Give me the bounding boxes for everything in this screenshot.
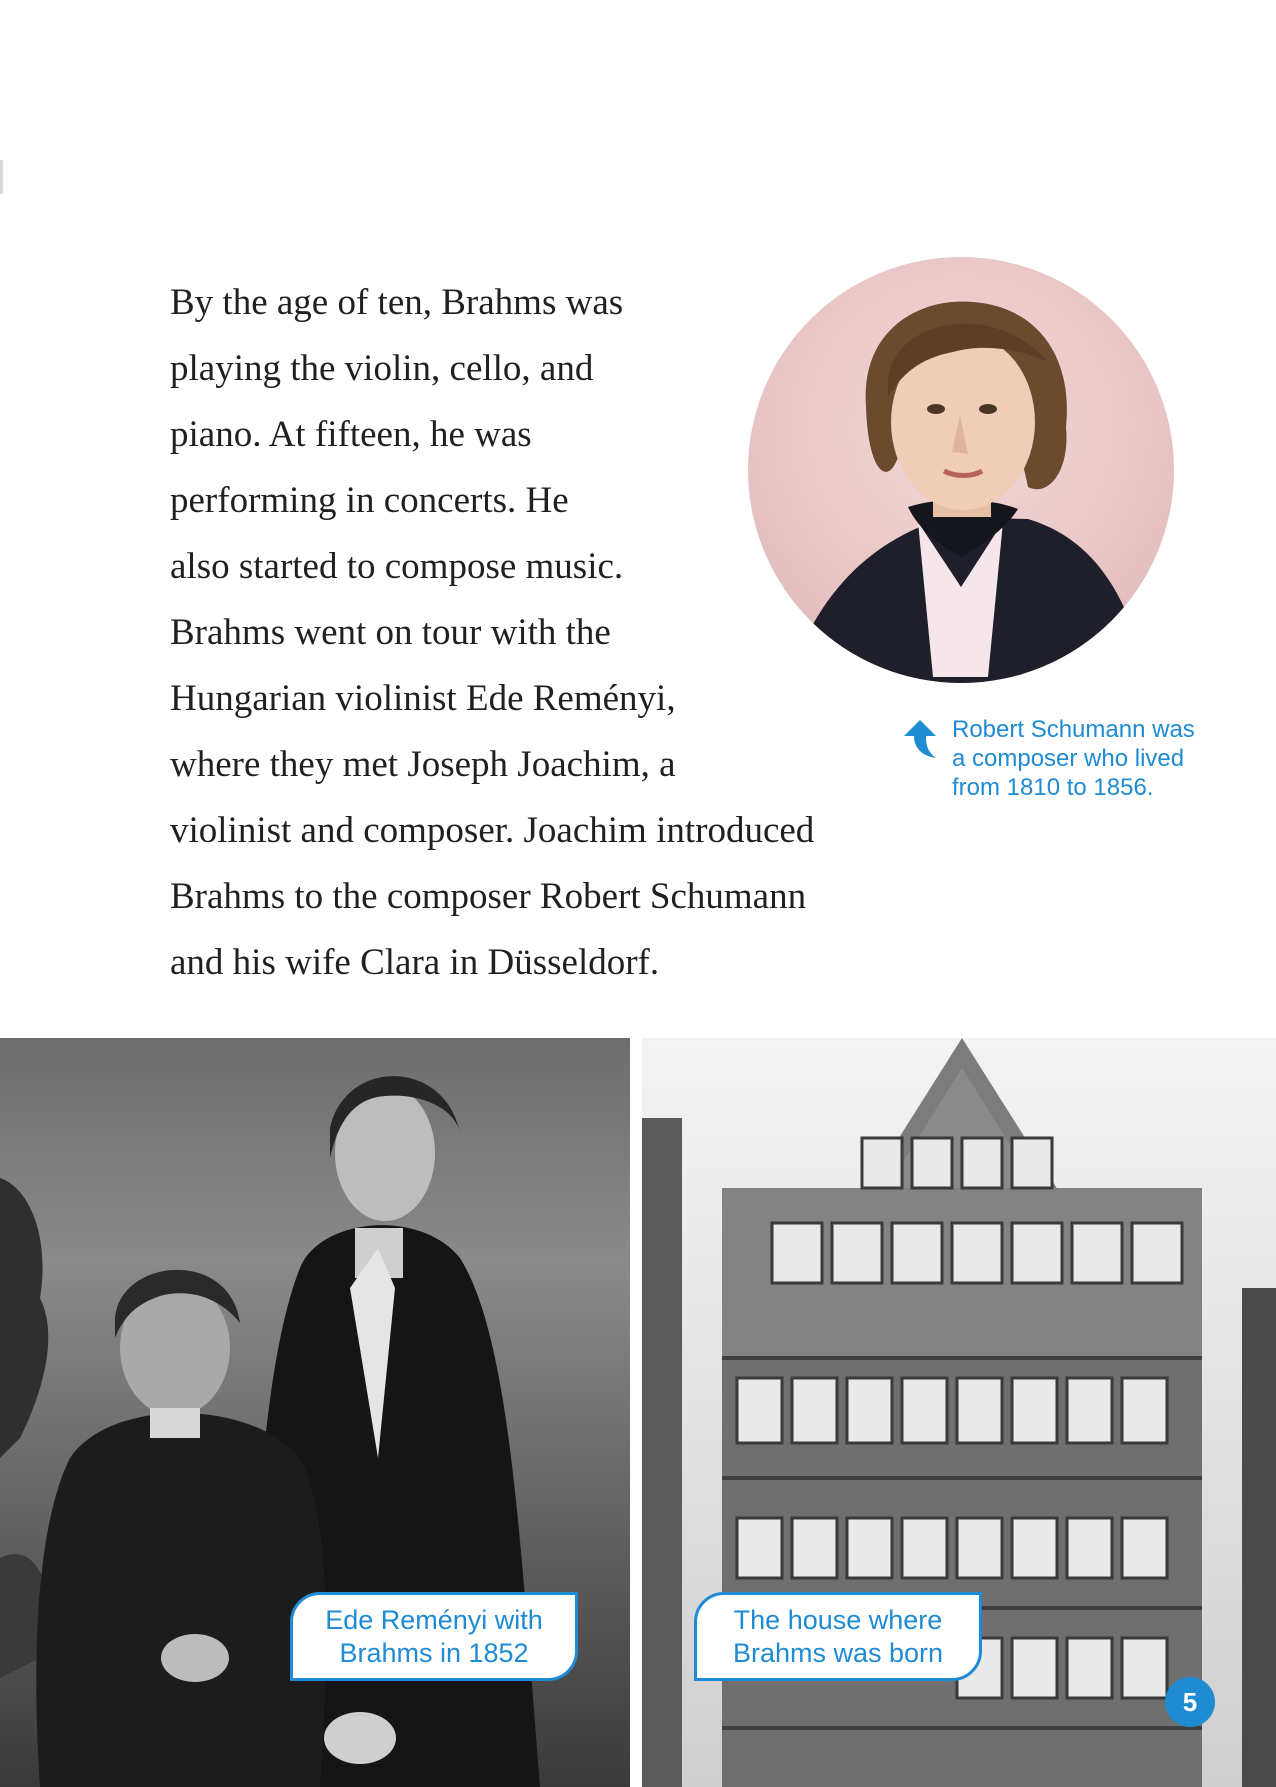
photo-caption-left <box>290 1592 578 1681</box>
arrow-up-icon <box>902 718 938 760</box>
body-line: violinist and composer. Joachim introduced <box>170 810 815 851</box>
photo-caption-line: Brahms was born <box>732 1638 944 1668</box>
body-line: Hungarian violinist Ede Reményi, <box>170 678 676 719</box>
portrait-caption <box>952 715 1252 802</box>
portrait-illustration <box>748 257 1174 683</box>
page-number-badge: 5 <box>1165 1677 1215 1727</box>
photo-caption-line: Ede Reményi with <box>325 1605 543 1635</box>
body-line: By the age of ten, Brahms was <box>170 282 624 323</box>
photo-caption-line: The house where <box>733 1605 943 1635</box>
body-line: performing in concerts. He <box>170 480 569 521</box>
caption-line: Robert Schumann was <box>952 716 1195 743</box>
body-line: Brahms to the composer Robert Schumann <box>170 876 807 917</box>
schumann-portrait <box>748 257 1174 683</box>
body-line: where they met Joseph Joachim, a <box>170 744 676 785</box>
page-edge-mark <box>0 160 3 194</box>
photo-caption-right <box>694 1592 982 1681</box>
body-line: piano. At fifteen, he was <box>170 414 532 455</box>
body-line: and his wife Clara in Düsseldorf. <box>170 942 660 983</box>
caption-line: a composer who lived <box>952 745 1185 772</box>
body-line: also started to compose music. <box>170 546 624 587</box>
body-line: Brahms went on tour with the <box>170 612 611 653</box>
photo-caption-line: Brahms in 1852 <box>339 1638 529 1668</box>
caption-line: from 1810 to 1856. <box>952 774 1154 801</box>
body-line: playing the violin, cello, and <box>170 348 594 389</box>
